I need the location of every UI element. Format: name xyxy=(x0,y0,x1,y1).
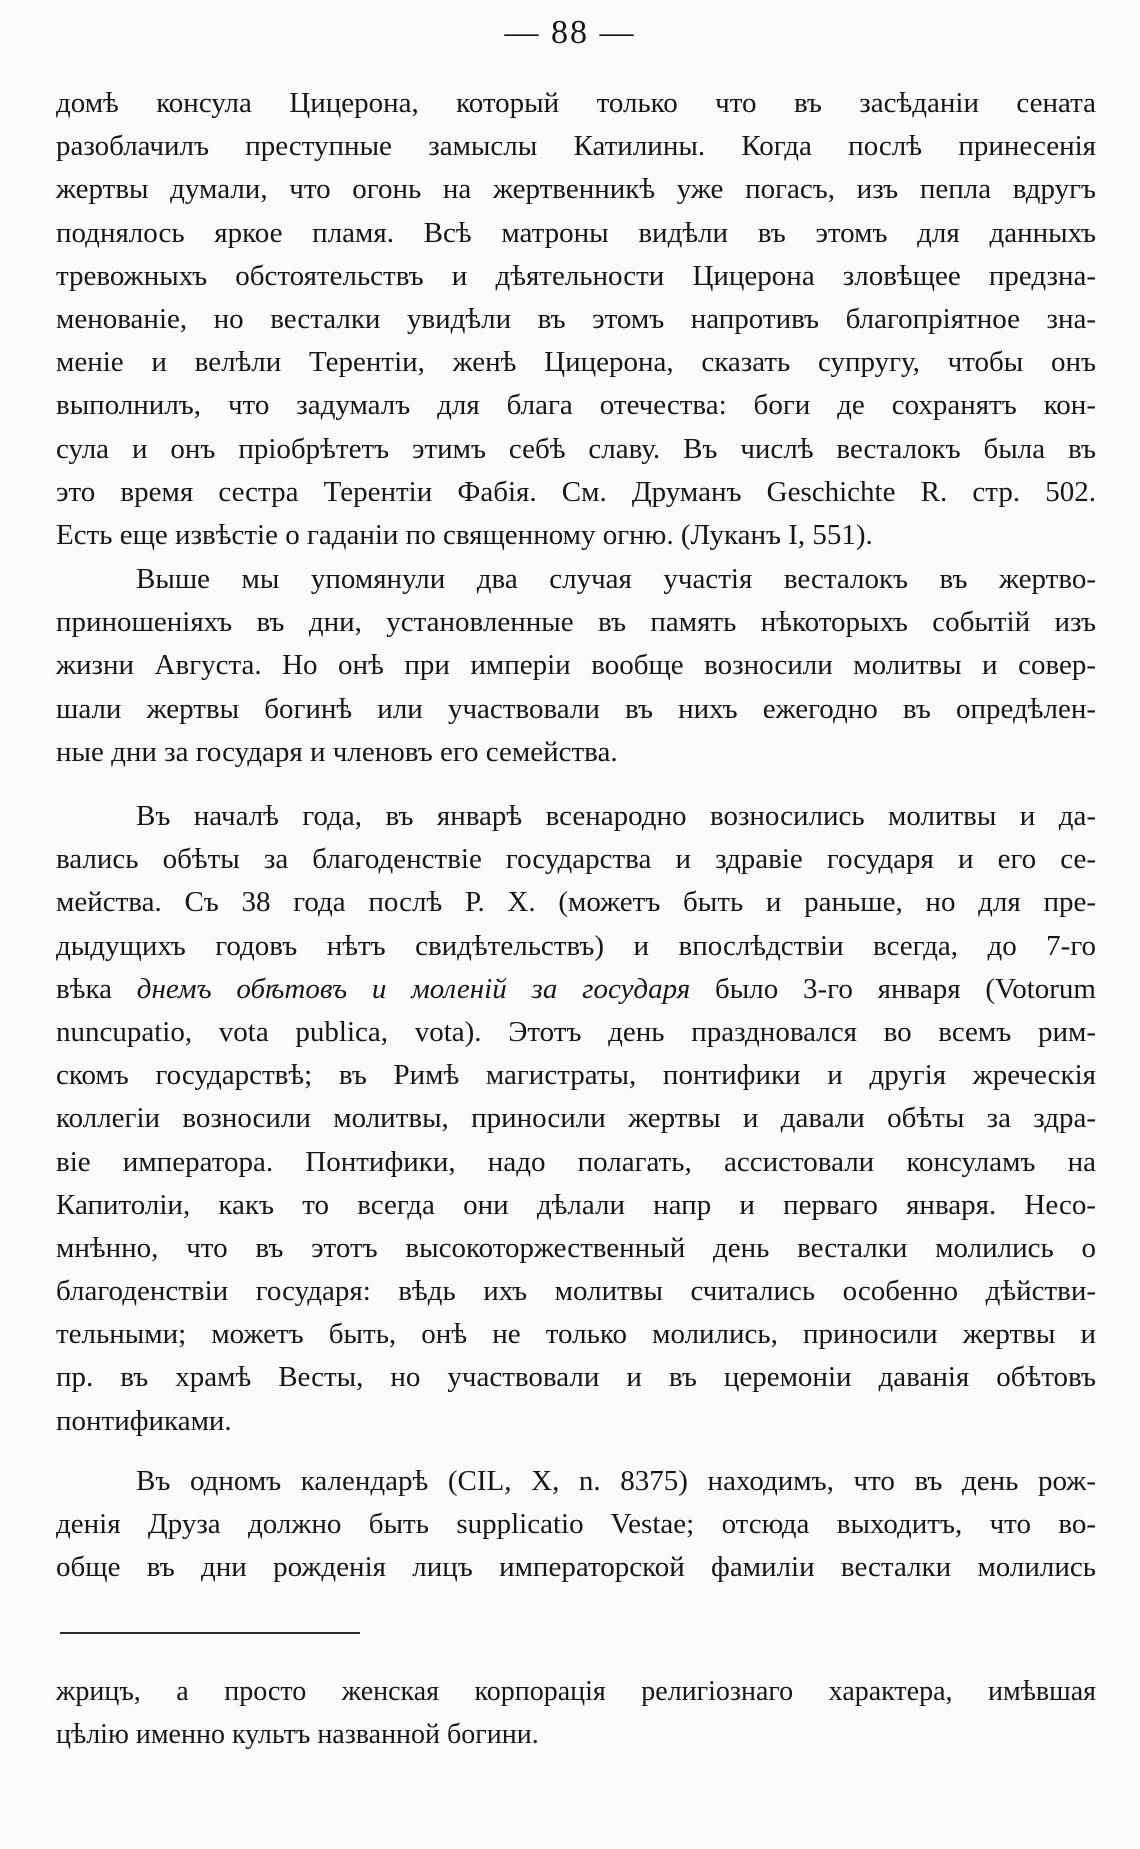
italic-phrase: днемъ обѣтовъ и моленій за государя xyxy=(136,972,691,1005)
text-line: скомъ государствѣ; въ Римѣ магистраты, понтифики и другія жреческія xyxy=(56,1059,1096,1092)
text-line-with-italic xyxy=(56,968,1096,1011)
text-line: мнѣнно, что въ этотъ высокоторжественный день весталки молились о xyxy=(56,1231,1096,1264)
text-line: обще въ дни рожденія лицъ императорской фамиліи весталки молились xyxy=(56,1551,1096,1584)
text-run: вѣка xyxy=(56,972,112,1005)
text-line: меніе и велѣли Терентіи, женѣ Цицерона, сказать супругу, чтобы онъ xyxy=(56,346,1096,379)
footnote xyxy=(56,1670,1096,1756)
text-line: вались обѣты за благоденствіе государства и здравіе государя и его се- xyxy=(56,843,1096,876)
text-line: менованіе, но весталки увидѣли въ этомъ напротивъ благопріятное зна- xyxy=(56,302,1096,335)
text-line: жизни Августа. Но онѣ при имперіи вообще возносили молитвы и совер- xyxy=(56,649,1096,682)
page-number: — 88 — xyxy=(504,14,636,51)
text-line: приношеніяхъ въ дни, установленные въ память нѣкоторыхъ событій изъ xyxy=(56,606,1096,639)
text-line: nuncupatio, vota publica, vota). Этотъ день праздновался во всемъ рим- xyxy=(56,1015,1096,1048)
text-line: мейства. Съ 38 года послѣ Р. Х. (можетъ быть и раньше, но для пре- xyxy=(56,886,1096,919)
text-line: віе императора. Понтифики, надо полагать, ассистовали консуламъ на xyxy=(56,1145,1096,1178)
text-line: дыдущихъ годовъ нѣтъ свидѣтельствъ) и впослѣдствіи всегда, до 7-го xyxy=(56,929,1096,962)
text-line: тревожныхъ обстоятельствъ и дѣятельности Цицерона зловѣщее предзна- xyxy=(56,259,1096,292)
text-line: Есть еще извѣстіе о гаданіи по священному огню. (Луканъ I, 551). xyxy=(56,518,873,551)
text-line: это время сестра Терентіи Фабія. См. Друманъ Geschichte R. стр. 502. xyxy=(56,475,1096,508)
text-line: тельными; можетъ быть, онѣ не только молились, приносили жертвы и xyxy=(56,1318,1096,1351)
text-line: выполнилъ, что задумалъ для блага отечества: боги де сохранятъ кон- xyxy=(56,389,1096,422)
text-line: домѣ консула Цицерона, который только что въ засѣданіи сената xyxy=(56,87,1096,119)
text-run: было 3-го января (Votorum xyxy=(715,972,1096,1005)
text-line: пр. въ храмѣ Весты, но участвовали и въ церемоніи даванія обѣтовъ xyxy=(56,1361,1096,1394)
paragraph-4 xyxy=(56,1460,1096,1590)
text-line: благоденствіи государя: вѣдь ихъ молитвы считались особенно дѣйстви- xyxy=(56,1275,1096,1308)
text-line: Выше мы упомянули два случая участія весталокъ въ жертво- xyxy=(136,563,1096,595)
footnote-divider xyxy=(60,1632,360,1634)
text-line: Въ началѣ года, въ январѣ всенародно возносились молитвы и да- xyxy=(136,800,1096,832)
paragraph-1 xyxy=(56,82,1096,557)
text-line: Капитоліи, какъ то всегда они дѣлали напр и перваго января. Несо- xyxy=(56,1188,1096,1221)
text-line: ные дни за государя и членовъ его семейства. xyxy=(56,735,618,768)
text-line: разоблачилъ преступные замыслы Катилины. Когда послѣ принесенія xyxy=(56,130,1096,163)
text-line: денія Друза должно быть supplicatio Vestae; отсюда выходитъ, что во- xyxy=(56,1508,1096,1541)
footnote-line: цѣлію именно культъ названной богини. xyxy=(56,1719,539,1750)
text-line: коллегіи возносили молитвы, приносили жертвы и давали обѣты за здра- xyxy=(56,1102,1096,1135)
paragraph-2 xyxy=(56,558,1096,774)
text-line: сула и онъ пріобрѣтетъ этимъ себѣ славу. Въ числѣ весталокъ была въ xyxy=(56,432,1096,465)
text-line: поднялось яркое пламя. Всѣ матроны видѣли въ этомъ для данныхъ xyxy=(56,216,1096,249)
text-line: шали жертвы богинѣ или участвовали въ нихъ ежегодно въ опредѣлен- xyxy=(56,692,1096,725)
footnote-line: жрицъ, а просто женская корпорація религіознаго характера, имѣвшая xyxy=(56,1676,1096,1707)
text-line: понтификами. xyxy=(56,1404,232,1437)
paragraph-3 xyxy=(56,795,1096,1443)
text-line: Въ одномъ календарѣ (CIL, X, n. 8375) находимъ, что въ день рож- xyxy=(136,1465,1096,1497)
text-line: жертвы думали, что огонь на жертвенникѣ уже погасъ, изъ пепла вдругъ xyxy=(56,173,1096,206)
